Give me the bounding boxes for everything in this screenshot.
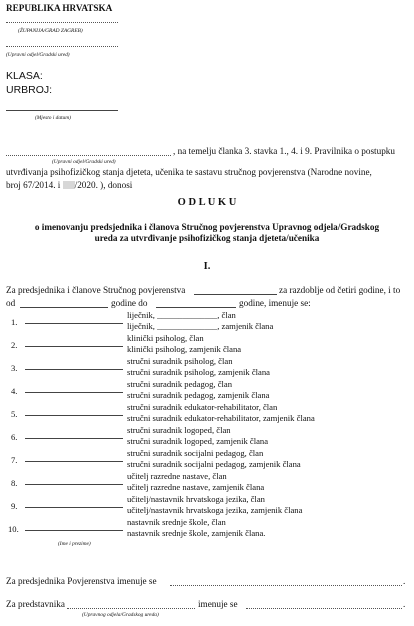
member-role-deputy: klinički psiholog, zamjenik člana	[127, 344, 242, 354]
intro-part2: za razdoblje od četiri godine, i to	[279, 285, 401, 295]
member-name-field[interactable]	[25, 346, 123, 347]
member-role-deputy: stručni suradnik psiholog, zamjenik člana	[127, 367, 270, 377]
member-number: 3.	[11, 363, 18, 373]
representative-name-field[interactable]	[246, 608, 402, 609]
member-number: 10.	[8, 524, 19, 534]
preamble-office-caption: (Upravni odjel/Gradski ured)	[52, 159, 116, 165]
member-number: 1.	[11, 317, 18, 327]
member-role-deputy: stručni suradnik logoped, zamjenik člana	[127, 436, 269, 446]
member-role: liječnik, ______________, član	[127, 310, 236, 320]
member-name-field[interactable]	[25, 415, 123, 416]
intro-part3: od	[6, 298, 16, 308]
president-name-field[interactable]	[170, 585, 402, 586]
representative-middle: imenuje se	[198, 599, 238, 609]
member-number: 7.	[11, 455, 18, 465]
member-name-field[interactable]	[25, 530, 123, 531]
member-role-deputy: nastavnik srednje škole, zamjenik člana.	[127, 528, 266, 538]
office-line	[6, 46, 118, 47]
representative-caption: (Upravnog odjela/Gradskog ureda)	[82, 612, 159, 618]
year-blank-field[interactable]	[63, 181, 75, 189]
member-role-deputy: stručni suradnik socijalni pedagog, zamjenik člana	[127, 459, 301, 469]
preamble-line2: utvrđivanja psihofizičkog stanja djeteta, učenika te sastavu stručnog povjerenstva (Narodne novine,	[6, 167, 372, 177]
member-role-deputy: učitelj/nastavnik hrvatskoga jezika, zamjenik člana	[127, 505, 303, 515]
committee-name-field[interactable]	[194, 294, 277, 295]
period-mark: .	[403, 576, 406, 586]
place-date-line	[6, 110, 118, 111]
name-caption: (Ime i prezime)	[58, 541, 91, 547]
representative-label: Za predstavnika	[6, 599, 65, 609]
member-role-deputy: stručni suradnik pedagog, zamjenik člana	[127, 390, 270, 400]
preamble-line1: , na temelju članka 3. stavka 1., 4. i 9. Pravilnika o postupku	[173, 146, 395, 156]
document-title: O D L U K U	[177, 197, 237, 208]
county-caption: (ŽUPANIJA/GRAD ZAGREB)	[18, 28, 83, 34]
member-role-deputy: liječnik, ______________, zamjenik člana	[127, 321, 274, 331]
intro-part4: godine do	[111, 298, 148, 308]
member-role: učitelj/nastavnik hrvatskoga jezika, član	[127, 494, 265, 504]
member-name-field[interactable]	[25, 392, 123, 393]
president-label: Za predsjednika Povjerenstva imenuje se	[6, 576, 157, 586]
member-role-deputy: stručni suradnik edukator-rehabilitator, zamjenik člana	[127, 413, 315, 423]
member-role: stručni suradnik socijalni pedagog, član	[127, 448, 264, 458]
end-date-field[interactable]	[156, 307, 236, 308]
county-line	[6, 22, 118, 23]
member-name-field[interactable]	[25, 507, 123, 508]
urbroj-label: URBROJ:	[6, 84, 53, 96]
member-role: stručni suradnik edukator-rehabilitator, član	[127, 402, 278, 412]
member-number: 5.	[11, 409, 18, 419]
member-role: stručni suradnik pedagog, član	[127, 379, 233, 389]
member-number: 2.	[11, 340, 18, 350]
member-name-field[interactable]	[25, 484, 123, 485]
member-role: stručni suradnik psiholog, član	[127, 356, 233, 366]
start-date-field[interactable]	[20, 307, 108, 308]
representative-office-field[interactable]	[67, 608, 195, 609]
member-name-field[interactable]	[25, 461, 123, 462]
intro-part5: godine, imenuje se:	[239, 298, 311, 308]
member-name-field[interactable]	[25, 323, 123, 324]
member-number: 4.	[11, 386, 18, 396]
member-name-field[interactable]	[25, 438, 123, 439]
subtitle-line2: ureda za utvrđivanje psihofizičkog stanja djeteta/učenika	[94, 233, 320, 243]
preamble-line3: broj 67/2014. i /2020. ), donosi	[6, 180, 133, 190]
member-name-field[interactable]	[25, 369, 123, 370]
member-number: 8.	[11, 478, 18, 488]
period-mark: .	[403, 599, 406, 609]
member-role: stručni suradnik logoped, član	[127, 425, 231, 435]
section-number: I.	[203, 261, 211, 272]
member-role: nastavnik srednje škole, član	[127, 517, 226, 527]
subtitle-line1: o imenovanju predsjednika i članova Stručnog povjerenstva Upravnog odjela/Gradskog	[34, 222, 380, 232]
intro-part1: Za predsjednika i članove Stručnog povjerenstva	[6, 285, 186, 295]
member-number: 9.	[11, 501, 18, 511]
office-caption: (Upravni odjel/Gradski ured)	[6, 52, 70, 58]
preamble-office-line	[6, 155, 171, 156]
country-title: REPUBLIKA HRVATSKA	[6, 3, 113, 13]
member-role: učitelj razredne nastave, član	[127, 471, 227, 481]
place-date-caption: (Mjesto i datum)	[35, 115, 71, 121]
member-role: klinički psiholog, član	[127, 333, 204, 343]
klasa-label: KLASA:	[6, 70, 43, 82]
member-role-deputy: učitelj razredne nastave, zamjenik člana	[127, 482, 265, 492]
member-number: 6.	[11, 432, 18, 442]
